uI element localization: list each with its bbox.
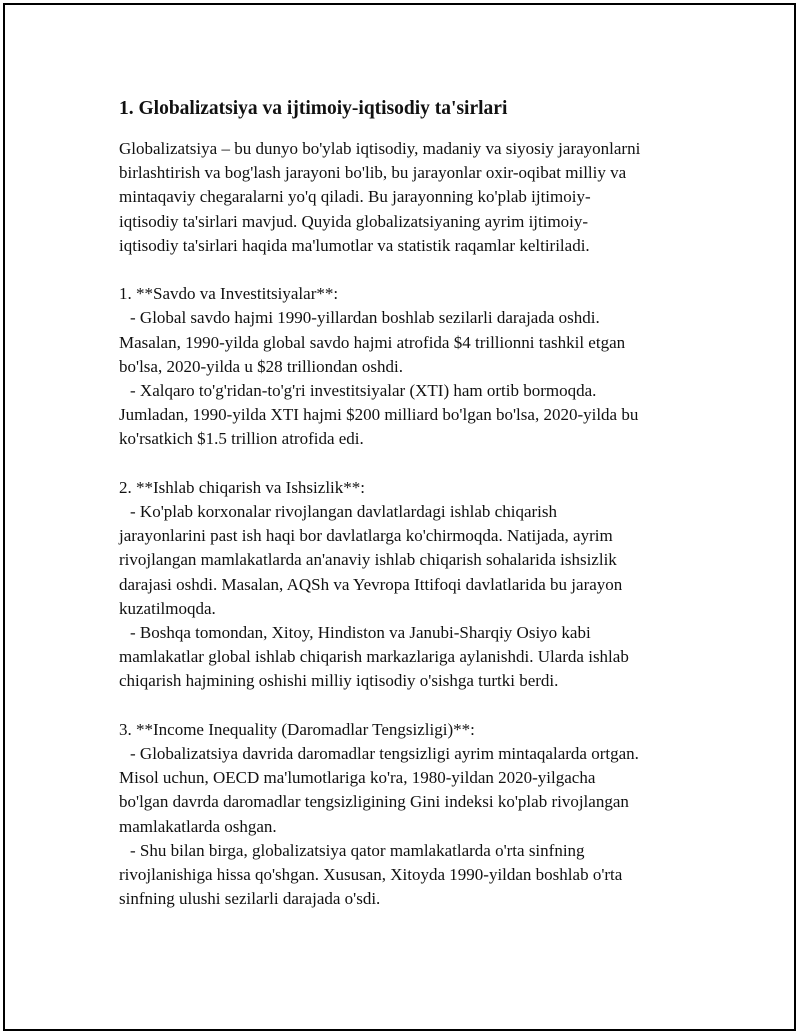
bullet-line: rivojlanishiga hissa qo'shgan. Xususan, Xitoyda 1990-yildan boshlab o'rta: [119, 865, 623, 885]
section-trade-investment: [119, 282, 691, 451]
bullet-line: chiqarish hajmining oshishi milliy iqtisodiy o'sishga turtki berdi.: [119, 671, 559, 691]
bullet-line: - Shu bilan birga, globalizatsiya qator mamlakatlarda o'rta sinfning: [130, 840, 585, 860]
paragraph-gap: [119, 694, 691, 718]
bullet-line: - Xalqaro to'g'ridan-to'g'ri investitsiyalar (XTI) ham ortib bormoqda.: [130, 381, 597, 401]
page-frame: [3, 3, 796, 1031]
bullet-line: mamlakatlarda oshgan.: [119, 816, 277, 836]
bullet-line: - Boshqa tomondan, Xitoy, Hindiston va Janubi-Sharqiy Osiyo kabi: [130, 623, 591, 643]
intro-line: birlashtirish va bog'lash jarayoni bo'lib, bu jarayonlar oxir-oqibat milliy va: [119, 163, 627, 183]
bullet-line: rivojlangan mamlakatlarda an'anaviy ishlab chiqarish sohalarida ishsizlik: [119, 550, 617, 570]
intro-paragraph: [119, 137, 691, 258]
paragraph-gap: [119, 258, 691, 282]
intro-line: iqtisodiy ta'sirlari haqida ma'lumotlar va statistik raqamlar keltiriladi.: [119, 235, 590, 255]
bullet-line: Jumladan, 1990-yilda XTI hajmi $200 milliard bo'lgan bo'lsa, 2020-yilda bu: [119, 405, 639, 425]
section-production-unemployment: [119, 476, 691, 694]
bullet-line: - Ko'plab korxonalar rivojlangan davlatlardagi ishlab chiqarish: [130, 502, 557, 522]
bullet-line: kuzatilmoqda.: [119, 598, 216, 618]
bullet-line: bo'lgan davrda daromadlar tengsizligining Gini indeksi ko'plab rivojlangan: [119, 792, 629, 812]
bullet-line: mamlakatlar global ishlab chiqarish markazlariga aylanishdi. Ularda ishlab: [119, 647, 629, 667]
bullet-line: bo'lsa, 2020-yilda u $28 trilliondan oshdi.: [119, 356, 404, 376]
bullet-line: Masalan, 1990-yilda global savdo hajmi atrofida $4 trillionni tashkil etgan: [119, 332, 626, 352]
section-income-inequality: [119, 718, 691, 912]
bullet-line: sinfning ulushi sezilarli darajada o'sdi.: [119, 889, 381, 909]
intro-line: Globalizatsiya – bu dunyo bo'ylab iqtisodiy, madaniy va siyosiy jarayonlarni: [119, 139, 641, 158]
section-heading: 2. **Ishlab chiqarish va Ishsizlik**:: [119, 477, 365, 497]
bullet-line: ko'rsatkich $1.5 trillion atrofida edi.: [119, 429, 364, 449]
bullet-line: - Global savdo hajmi 1990-yillardan boshlab sezilarli darajada oshdi.: [130, 308, 600, 328]
document-title: 1. Globalizatsiya va ijtimoiy-iqtisodiy ta'sirlari: [119, 98, 508, 119]
bullet-line: darajasi oshdi. Masalan, AQSh va Yevropa Ittifoqi davlatlarida bu jarayon: [119, 574, 623, 594]
bullet-line: - Globalizatsiya davrida daromadlar tengsizligi ayrim mintaqalarda ortgan.: [130, 744, 639, 764]
intro-line: iqtisodiy ta'sirlari mavjud. Quyida globalizatsiyaning ayrim ijtimoiy-: [119, 211, 589, 231]
document-body: [119, 96, 691, 911]
bullet-line: jarayonlarini past ish haqi bor davlatlarga ko'chirmoqda. Natijada, ayrim: [119, 526, 613, 546]
bullet-line: Misol uchun, OECD ma'lumotlariga ko'ra, 1980-yildan 2020-yilgacha: [119, 768, 596, 788]
intro-line: mintaqaviy chegaralarni yo'q qiladi. Bu jarayonning ko'plab ijtimoiy-: [119, 187, 591, 207]
section-heading: 3. **Income Inequality (Daromadlar Tengsizligi)**:: [119, 719, 475, 739]
section-heading: 1. **Savdo va Investitsiyalar**:: [119, 284, 339, 304]
paragraph-gap: [119, 452, 691, 476]
